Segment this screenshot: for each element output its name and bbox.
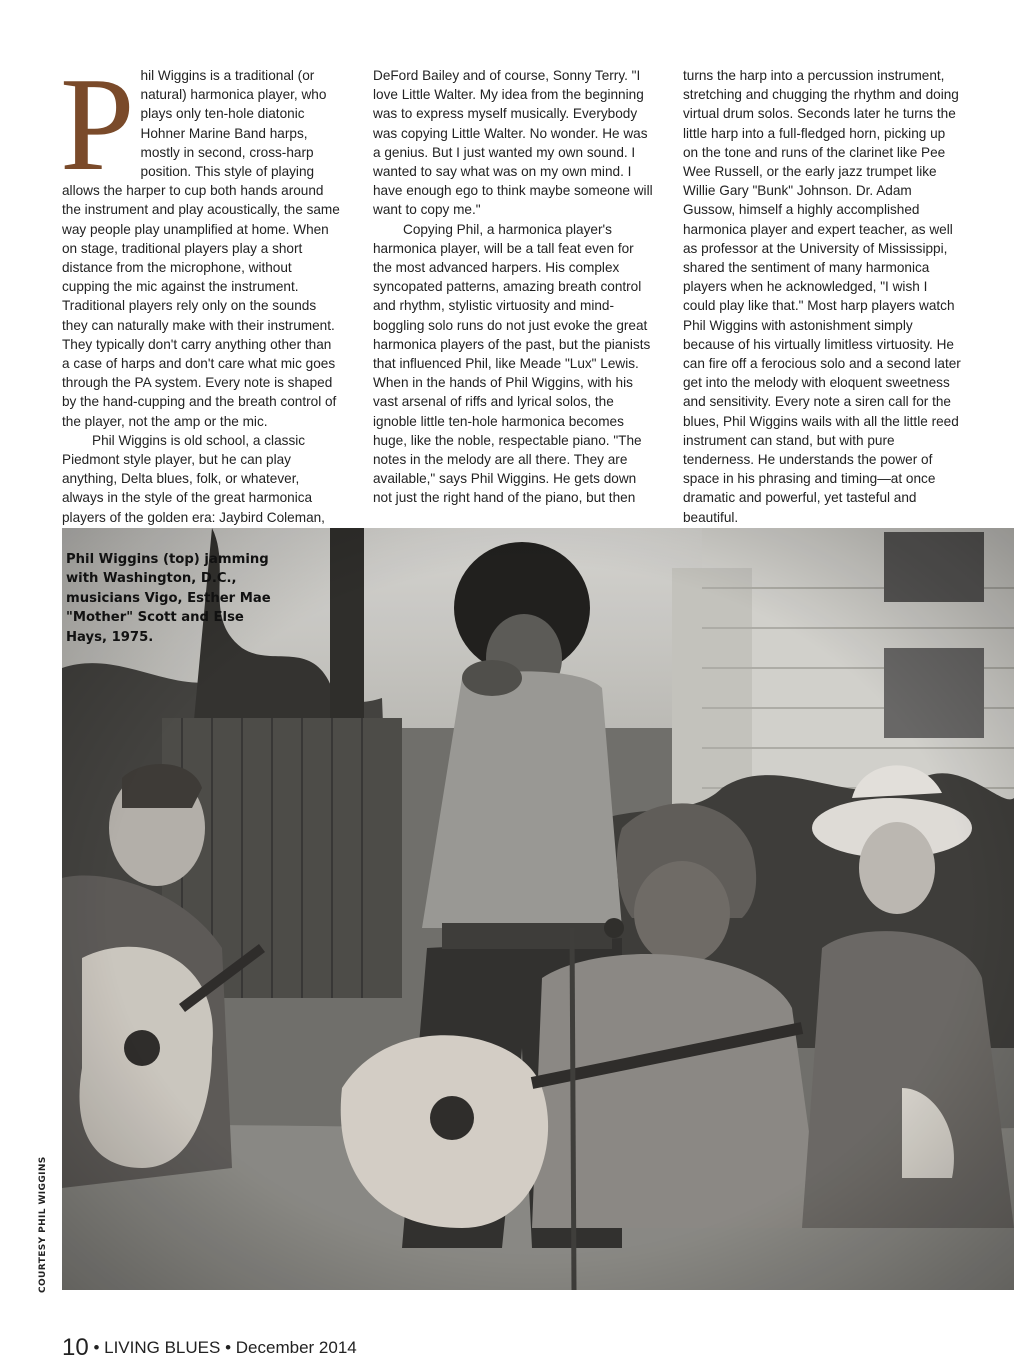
page-number: 10 — [62, 1334, 89, 1361]
footer-bullet: • — [225, 1338, 232, 1357]
paragraph: Phil Wiggins is old school, a classic Piedmont style player, but he can play anything, Delta blues, folk, or whatever, always in the style of the great harmonica players of the golden era: Jaybird Coleman, — [62, 432, 325, 525]
paragraph: DeFord Bailey and of course, Sonny Terry. "I love Little Walter. My idea from the beginning was to express myself musically. Everybody was copying Little Walter. No wonder. He was a genius. But I just wanted my own sound. I wanted to say what was on my own mind. I have enough ego to think maybe someone will want to copy me." — [373, 68, 653, 218]
drop-cap: P — [60, 50, 135, 198]
magazine-name: LIVING BLUES — [104, 1338, 221, 1357]
paragraph: Copying Phil, a harmonica player's harmonica player, will be a tall feat even for the most advanced harpers. His complex syncopated patterns, amazing breath control and rhythm, stylistic virtuosity and mind-boggling solo runs do not just evoke the great harmonica players of the past, but the pianists that influenced Phil, like Meade "Lux" Lewis. When in the hands of Phil Wiggins, with his vast arsenal of riffs and lyrical solos, the ignoble little ten-hole harmonica becomes huge, like the noble, respectable piano. "The notes in the melody are all there. They are available," says Phil Wiggins. He gets down not just the right hand of the piano, but then — [373, 221, 651, 506]
paragraph: hil Wiggins is a traditional (or natural) harmonica player, who plays only ten-hole diatonic Hohner Marine Band harps, mostly in second, cross-harp position. This style of playing allows the harper to cup both hands around the instrument and play acoustically, the same way people play unamplified at home. When on stage, traditional players play a short distance from the microphone, without cupping the mic against the instrument. Traditional players rely only on the sounds they can naturally make with their instrument. They typically don't carry anything other than a case of harps and don't care what mic goes through the PA system. Every note is shaped by the hand-cupping and the breath control of the player, not the amp or the mic. — [62, 68, 340, 429]
issue-date: December 2014 — [235, 1338, 357, 1357]
article-column-3 — [683, 66, 963, 527]
footer-bullet: • — [93, 1338, 100, 1357]
article-column-1 — [60, 50, 342, 546]
photo-caption: Phil Wiggins (top) jamming with Washington, D.C., musicians Vigo, Esther Mae "Mother" Scott and Else Hays, 1975. — [66, 552, 271, 645]
article-column-2 — [373, 66, 653, 508]
paragraph: turns the harp into a percussion instrument, stretching and chugging the rhythm and doing virtual drum solos. Seconds later he turns the little harp into a full-fledged horn, picking up on the tone and runs of the clarinet like Pee Wee Russell, or the early jazz trumpet like Willie Gary "Bunk" Johnson. Dr. Adam Gussow, himself a highly accomplished harmonica player and expert teacher, as well as professor at the University of Mississippi, shared the sentiment of many harmonica players when he acknowledged, "I wish I could play like that." Most harp players watch Phil Wiggins with astonishment simply because of his virtually limitless virtuosity. He can fire off a ferocious solo and a second later get into the melody with eloquent sweetness and sensitivity. Every note a siren call for the blues, Phil Wiggins wails with all the little reed instrument can stand, but with pure tenderness. He understands the power of space in his phrasing and timing—at once dramatic and powerful, yet tasteful and beautiful. — [683, 68, 961, 525]
page-footer — [62, 1334, 357, 1362]
photo-credit: COURTESY PHIL WIGGINS — [38, 1156, 48, 1293]
